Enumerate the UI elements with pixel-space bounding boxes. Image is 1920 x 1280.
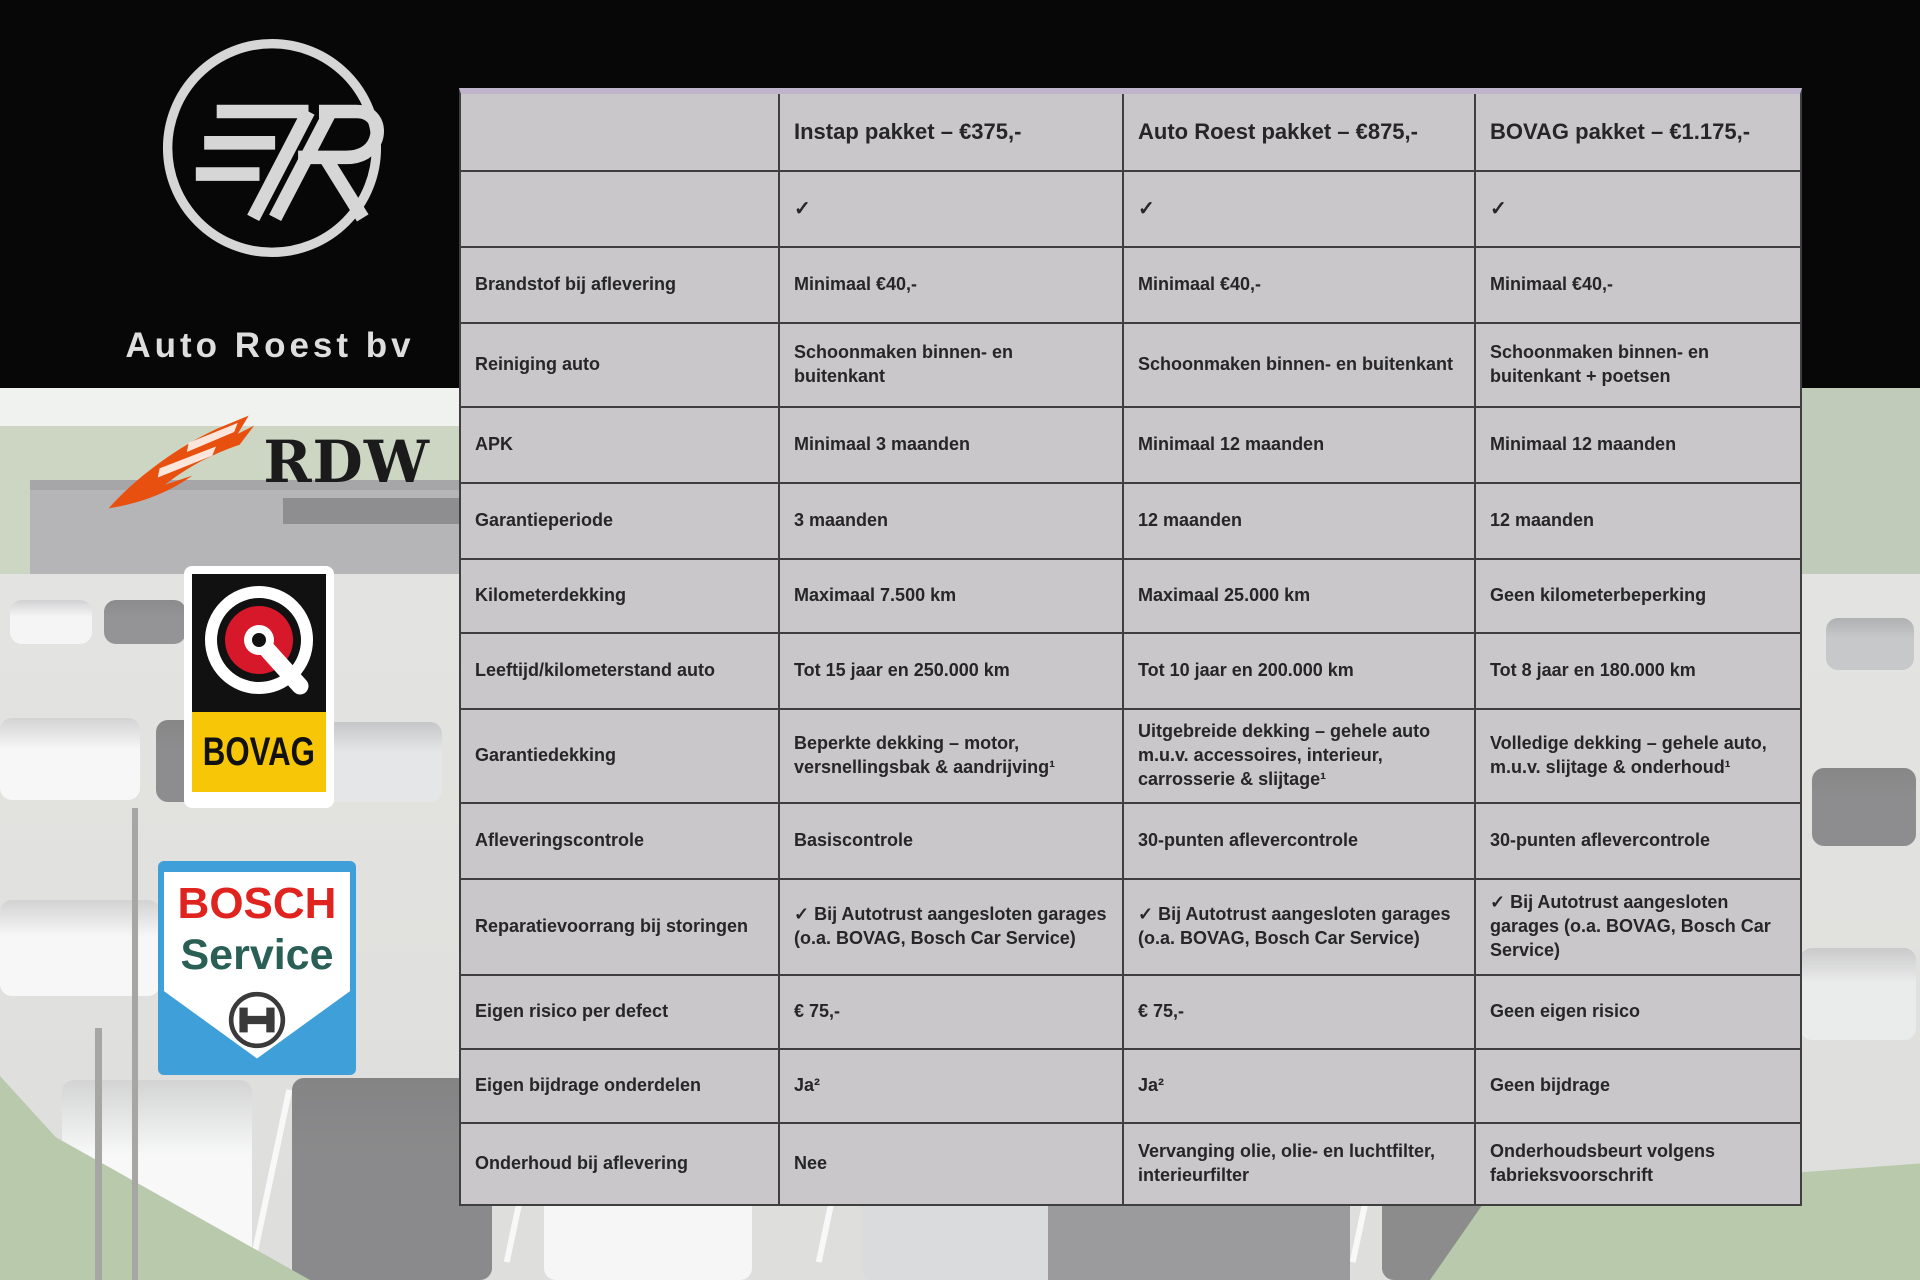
row-label: Afleveringscontrole [461, 804, 778, 878]
table-cell: Onderhoudsbeurt volgens fabrieksvoorschrift [1476, 1124, 1800, 1204]
rdw-logo [100, 410, 430, 514]
table-cell: 30-punten aflevercontrole [1476, 804, 1800, 878]
table-cell: Beperkte dekking – motor, versnellingsbak & aandrijving¹ [780, 710, 1122, 802]
table-grid [461, 94, 1800, 1204]
table-cell: Schoonmaken binnen- en buitenkant + poetsen [1476, 324, 1800, 406]
table-cell: Minimaal 12 maanden [1124, 408, 1474, 482]
column-header-bovag: BOVAG pakket – €1.175,- [1476, 94, 1800, 170]
auto-roest-monogram-icon [152, 28, 392, 268]
table-corner-cell [461, 94, 778, 170]
table-cell: Tot 10 jaar en 200.000 km [1124, 634, 1474, 708]
column-header-auto-roest: Auto Roest pakket – €875,- [1124, 94, 1474, 170]
table-cell: Minimaal €40,- [1124, 248, 1474, 322]
bovag-label: BOVAG [202, 729, 316, 774]
row-label: Reiniging auto [461, 324, 778, 406]
row-label: Leeftijd/kilometerstand auto [461, 634, 778, 708]
row-label: Garantieperiode [461, 484, 778, 558]
table-cell: Minimaal €40,- [780, 248, 1122, 322]
table-cell: Schoonmaken binnen- en buitenkant [780, 324, 1122, 406]
table-cell: Minimaal 3 maanden [780, 408, 1122, 482]
table-cell: Uitgebreide dekking – gehele auto m.u.v. accessoires, interieur, carrosserie & slijtage¹ [1124, 710, 1474, 802]
auto-roest-logo [60, 8, 480, 380]
table-cell: Maximaal 7.500 km [780, 560, 1122, 632]
table-cell: Tot 15 jaar en 250.000 km [780, 634, 1122, 708]
table-cell: Minimaal 12 maanden [1476, 408, 1800, 482]
table-cell: Schoonmaken binnen- en buitenkant [1124, 324, 1474, 406]
bovag-logo [184, 566, 334, 808]
check-cell: ✓ [780, 172, 1122, 246]
table-cell: ✓ Bij Autotrust aangesloten garages (o.a. BOVAG, Bosch Car Service) [780, 880, 1122, 974]
table-cell: Geen eigen risico [1476, 976, 1800, 1048]
bovag-emblem [192, 574, 326, 712]
bosch-service-logo [158, 861, 356, 1075]
row-label: Eigen risico per defect [461, 976, 778, 1048]
row-label: Onderhoud bij aflevering [461, 1124, 778, 1204]
package-comparison-table [459, 88, 1802, 1206]
table-cell: Tot 8 jaar en 180.000 km [1476, 634, 1800, 708]
table-cell: Geen kilometerbeperking [1476, 560, 1800, 632]
rdw-wing-icon [100, 412, 257, 512]
table-cell: Ja² [1124, 1050, 1474, 1122]
row-label: Brandstof bij aflevering [461, 248, 778, 322]
table-cell: ✓ Bij Autotrust aangesloten garages (o.a. BOVAG, Bosch Car Service) [1124, 880, 1474, 974]
column-header-instap: Instap pakket – €375,- [780, 94, 1122, 170]
rdw-label: RDW [263, 428, 430, 496]
bovag-name-band [192, 712, 326, 792]
table-cell: ✓ Bij Autotrust aangesloten garages (o.a. BOVAG, Bosch Car Service) [1476, 880, 1800, 974]
check-cell: ✓ [1124, 172, 1474, 246]
table-cell: Geen bijdrage [1476, 1050, 1800, 1122]
bosch-service-label: Service [180, 931, 334, 979]
table-cell: € 75,- [780, 976, 1122, 1048]
row-label: APK [461, 408, 778, 482]
row-label: Kilometerdekking [461, 560, 778, 632]
row-label: Eigen bijdrage onderdelen [461, 1050, 778, 1122]
table-cell: Minimaal €40,- [1476, 248, 1800, 322]
check-cell: ✓ [1476, 172, 1800, 246]
dealer-name: Auto Roest bv [125, 326, 415, 365]
table-cell: Nee [780, 1124, 1122, 1204]
table-cell: Vervanging olie, olie- en luchtfilter, interieurfilter [1124, 1124, 1474, 1204]
row-label: Garantiedekking [461, 710, 778, 802]
table-cell: 3 maanden [780, 484, 1122, 558]
row-label-empty [461, 172, 778, 246]
table-cell: 30-punten aflevercontrole [1124, 804, 1474, 878]
row-label: Reparatievoorrang bij storingen [461, 880, 778, 974]
bosch-label: BOSCH [177, 879, 337, 928]
table-cell: € 75,- [1124, 976, 1474, 1048]
bovag-wrench-icon [192, 574, 326, 712]
table-cell: Maximaal 25.000 km [1124, 560, 1474, 632]
table-cell: Volledige dekking – gehele auto, m.u.v. slijtage & onderhoud¹ [1476, 710, 1800, 802]
table-cell: 12 maanden [1476, 484, 1800, 558]
bosch-armature-icon [226, 989, 288, 1051]
table-cell: Basiscontrole [780, 804, 1122, 878]
table-cell: Ja² [780, 1050, 1122, 1122]
table-cell: 12 maanden [1124, 484, 1474, 558]
